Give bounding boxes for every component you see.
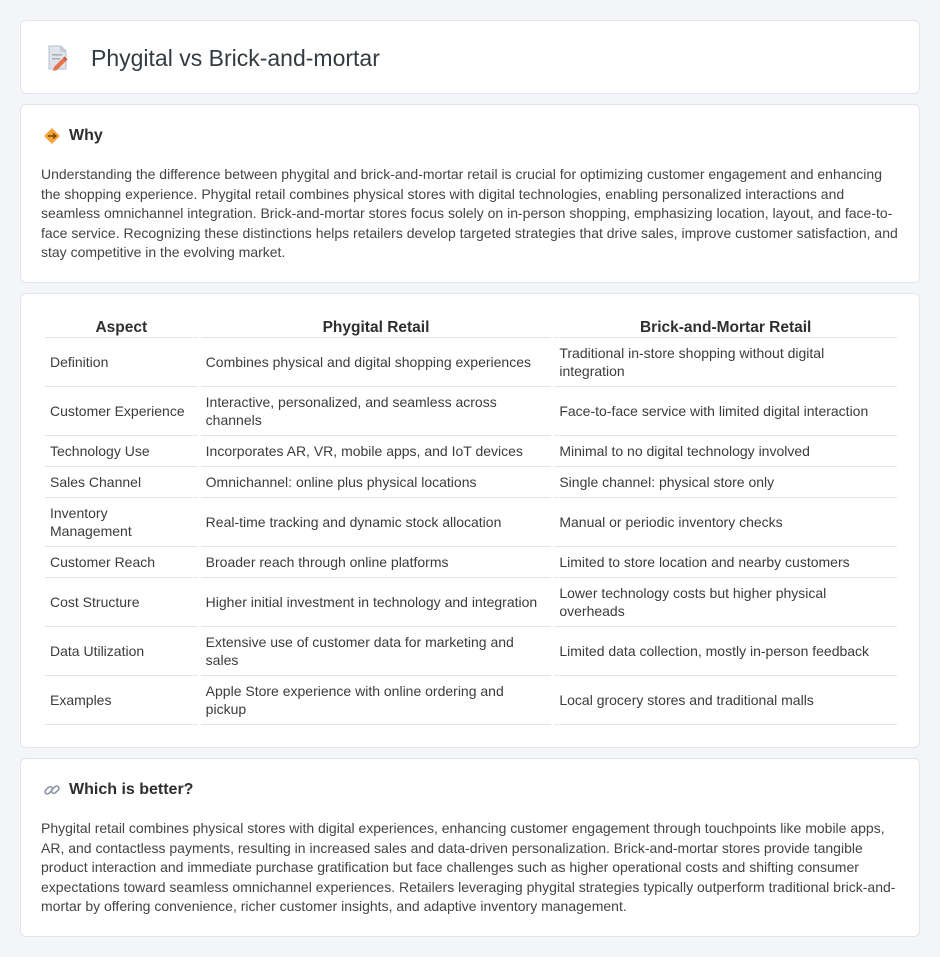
table-cell: Single channel: physical store only xyxy=(554,467,897,498)
table-cell: Local grocery stores and traditional malls xyxy=(554,676,897,725)
table-cell: Limited to store location and nearby customers xyxy=(554,547,897,578)
better-text: Phygital retail combines physical stores with digital experiences, enhancing customer engagement through touchpoints like mobile apps, AR, and contactless payments, resulting in increased sales and data-driven personalization. Brick-and-mortar stores provide tangible product interaction and immediate purchase gratification but face challenges such as higher operational costs and shifting consumer expectations toward seamless omnichannel experiences. Retailers leveraging phygital strategies typically outperform traditional brick-and-mortar by offering convenience, richer customer insights, and adaptive inventory management. xyxy=(41,820,896,914)
why-text: Understanding the difference between phygital and brick-and-mortar retail is crucial for optimizing customer engagement and enhancing the shopping experience. Phygital retail combines physical stores with digital technologies, enabling personalized interactions and seamless omnichannel integration. Brick-and-mortar stores focus solely on in-person shopping, emphasizing location, layout, and face-to-face service. Recognizing these distinctions helps retailers develop targeted strategies that drive sales, improve customer satisfaction, and stay competitive in the evolving market. xyxy=(41,166,898,260)
table-cell: Interactive, personalized, and seamless across channels xyxy=(201,387,552,436)
why-card xyxy=(20,104,920,283)
table-cell: Apple Store experience with online ordering and pickup xyxy=(201,676,552,725)
link-icon xyxy=(43,781,61,799)
table-row xyxy=(45,498,897,547)
table-cell: Manual or periodic inventory checks xyxy=(554,498,897,547)
column-header-phygital: Phygital Retail xyxy=(201,316,552,338)
table-row xyxy=(45,436,897,467)
table-cell: Technology Use xyxy=(45,436,198,467)
why-heading-row xyxy=(43,127,103,145)
better-heading: Which is better? xyxy=(69,781,194,798)
column-header-aspect: Aspect xyxy=(45,316,198,338)
table-cell: Customer Experience xyxy=(45,387,198,436)
table-cell: Inventory Management xyxy=(45,498,198,547)
table-row xyxy=(45,387,897,436)
table-cell: Customer Reach xyxy=(45,547,198,578)
table-cell: Face-to-face service with limited digital interaction xyxy=(554,387,897,436)
which-is-better-card xyxy=(20,758,920,937)
title-row xyxy=(45,43,380,73)
table-row xyxy=(45,578,897,627)
table-cell: Broader reach through online platforms xyxy=(201,547,552,578)
comparison-table xyxy=(42,316,900,725)
table-cell: Limited data collection, mostly in-person feedback xyxy=(554,627,897,676)
table-cell: Real-time tracking and dynamic stock allocation xyxy=(201,498,552,547)
table-cell: Extensive use of customer data for marketing and sales xyxy=(201,627,552,676)
table-cell: Traditional in-store shopping without digital integration xyxy=(554,338,897,387)
table-row xyxy=(45,676,897,725)
table-row xyxy=(45,338,897,387)
comparison-card xyxy=(20,293,920,748)
table-cell: Minimal to no digital technology involved xyxy=(554,436,897,467)
page-title: Phygital vs Brick-and-mortar xyxy=(91,44,380,71)
table-cell: Data Utilization xyxy=(45,627,198,676)
table-cell: Incorporates AR, VR, mobile apps, and IoT devices xyxy=(201,436,552,467)
table-row xyxy=(45,547,897,578)
better-heading-row xyxy=(43,781,193,799)
table-cell: Lower technology costs but higher physical overheads xyxy=(554,578,897,627)
table-cell: Sales Channel xyxy=(45,467,198,498)
table-cell: Combines physical and digital shopping experiences xyxy=(201,338,552,387)
document-pencil-icon xyxy=(45,43,71,73)
table-cell: Definition xyxy=(45,338,198,387)
why-heading: Why xyxy=(69,127,103,144)
column-header-brick-and-mortar: Brick-and-Mortar Retail xyxy=(554,316,897,338)
title-card xyxy=(20,20,920,94)
table-header-row xyxy=(45,316,897,338)
table-cell: Omnichannel: online plus physical locations xyxy=(201,467,552,498)
table-cell: Cost Structure xyxy=(45,578,198,627)
table-row xyxy=(45,467,897,498)
table-cell: Examples xyxy=(45,676,198,725)
diamond-arrows-icon xyxy=(43,127,61,145)
table-row xyxy=(45,627,897,676)
table-cell: Higher initial investment in technology and integration xyxy=(201,578,552,627)
